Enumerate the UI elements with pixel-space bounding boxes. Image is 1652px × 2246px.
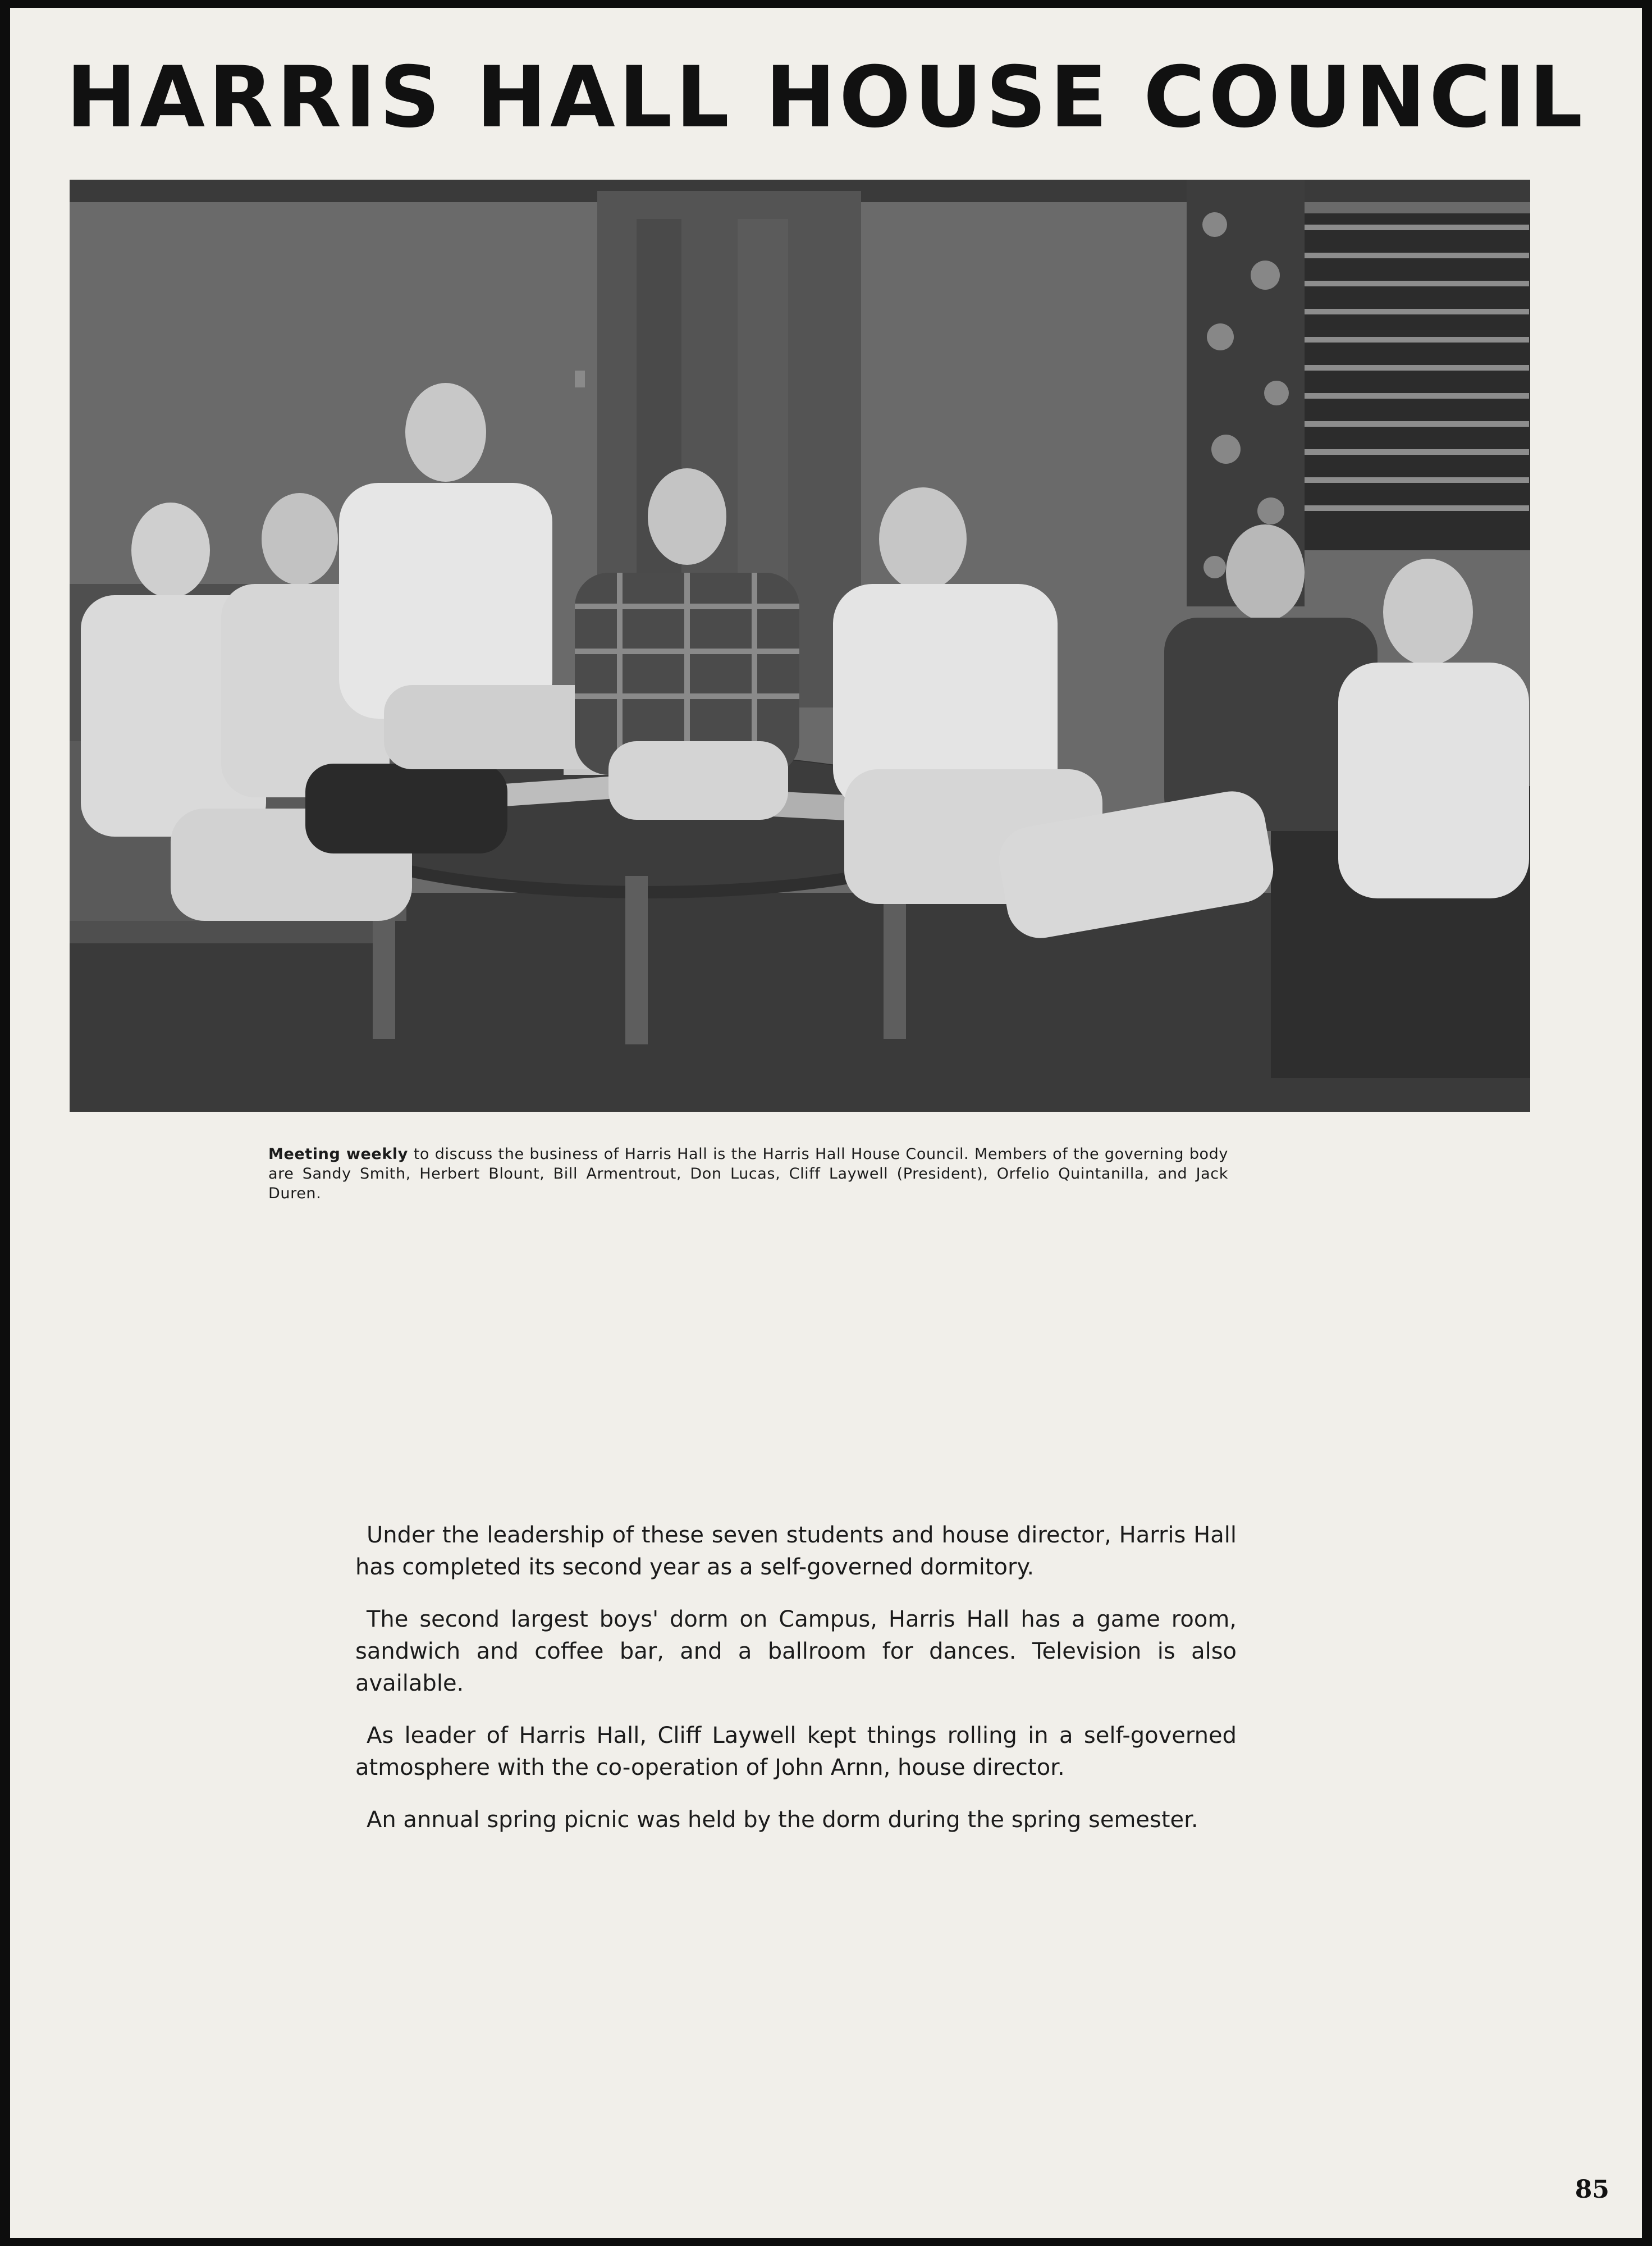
- caption-text: to discuss the business of Harris Hall is the Harris Hall House Council. Members of the governing body are Sandy Smith, Herbert Blount, Bill Armentrout, Don Lucas, Cliff Laywell (President), Orfelio Quintanilla, and Jack Duren.: [268, 1145, 1228, 1202]
- body-paragraph: The second largest boys' dorm on Campus, Harris Hall has a game room, sandwich and coffee bar, and a ballroom for dances. Television is also available.: [355, 1606, 1237, 1696]
- body-paragraph: As leader of Harris Hall, Cliff Laywell kept things rolling in a self-governed atmosphere with the co-operation of John Arnn, house director.: [355, 1723, 1237, 1781]
- yearbook-page: [10, 8, 1642, 2238]
- article-body: [355, 1519, 1237, 1856]
- group-photo-illustration: [70, 180, 1530, 1112]
- body-paragraph: An annual spring picnic was held by the dorm during the spring semester.: [367, 1807, 1198, 1833]
- caption-lead: Meeting weekly: [268, 1145, 408, 1163]
- photo-caption: [268, 1144, 1228, 1203]
- page-number: 85: [1575, 2175, 1609, 2204]
- body-paragraph: Under the leadership of these seven students and house director, Harris Hall has completed its second year as a self-governed dormitory.: [355, 1522, 1237, 1580]
- group-photo: [70, 180, 1530, 1112]
- page-title: HARRIS HALL HOUSE COUNCIL: [66, 49, 1586, 147]
